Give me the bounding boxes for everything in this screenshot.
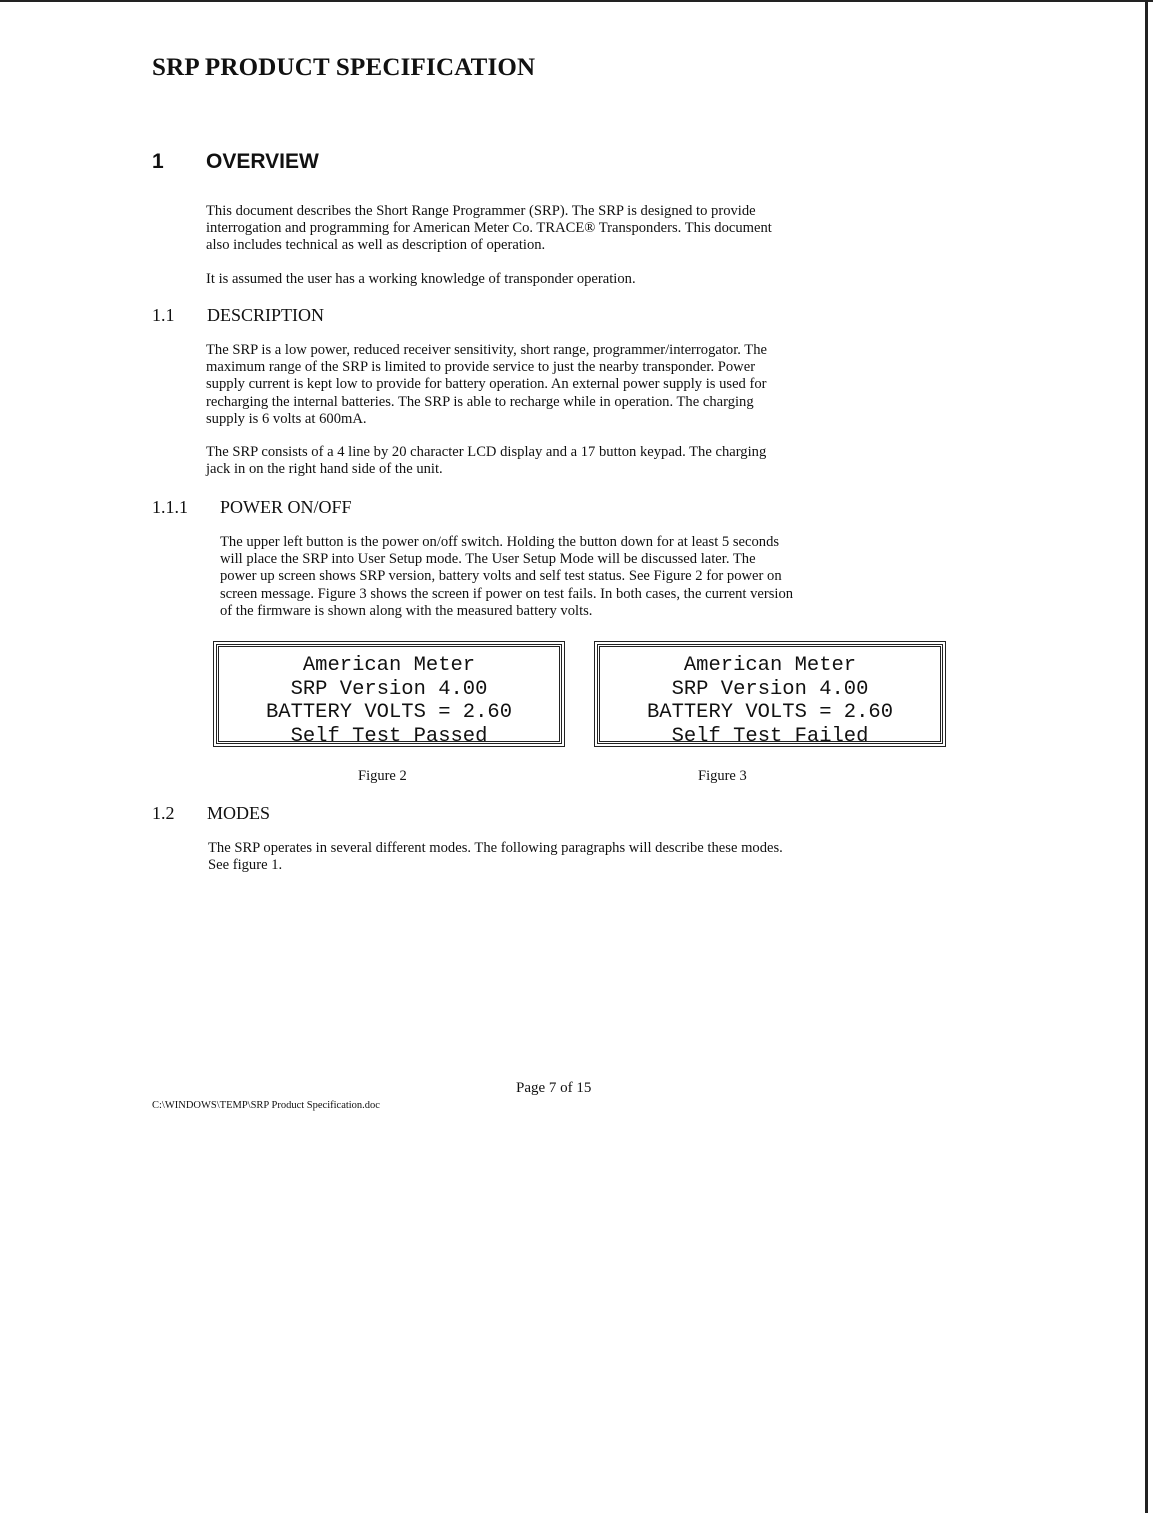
modes-paragraph (208, 840, 783, 874)
lcd-line: American Meter (683, 654, 857, 677)
text-line: jack in on the right hand side of the unit. (206, 461, 443, 478)
file-path: C:\WINDOWS\TEMP\SRP Product Specification.doc (152, 1100, 380, 1111)
text-line: of the firmware is shown along with the measured battery volts. (220, 602, 593, 619)
lcd-screen-figure-2 (216, 644, 562, 748)
text-line: maximum range of the SRP is limited to provide service to just the nearby transponder. Power (206, 359, 756, 376)
figure-2-caption: Figure 2 (358, 768, 407, 784)
document-title: SRP PRODUCT SPECIFICATION (152, 54, 536, 81)
text-line: supply is 6 volts at 600mA. (206, 410, 367, 427)
lcd-line: American Meter (302, 654, 476, 677)
text-line: supply current is kept low to provide for battery operation. An external power supply is used for (206, 376, 767, 393)
text-line: also includes technical as well as description of operation. (206, 237, 546, 254)
text-line: This document describes the Short Range Programmer (SRP). The SRP is designed to provide (206, 203, 756, 219)
description-paragraph-1 (206, 342, 767, 428)
lcd-line: BATTERY VOLTS = 2.60 (646, 701, 894, 724)
lcd-line: SRP Version 4.00 (671, 677, 869, 701)
section-title: OVERVIEW (206, 150, 319, 173)
text-line: interrogation and programming for American Meter Co. TRACE® Transponders. This document (206, 220, 772, 237)
text-line: The upper left button is the power on/off switch. Holding the button down for at least 5 seconds (220, 534, 780, 550)
page-number: Page 7 of 15 (516, 1080, 592, 1096)
text-line: See figure 1. (208, 857, 283, 874)
lcd-line: BATTERY VOLTS = 2.60 (265, 701, 513, 724)
text-line: It is assumed the user has a working knowledge of transponder operation. (206, 271, 636, 287)
lcd-line: SRP Version 4.00 (290, 677, 488, 701)
figure-3-caption: Figure 3 (698, 768, 747, 784)
section-title: DESCRIPTION (207, 305, 325, 325)
text-line: The SRP consists of a 4 line by 20 character LCD display and a 17 button keypad. The charging (206, 444, 767, 460)
power-paragraph (220, 534, 793, 620)
lcd-screen-figure-3 (597, 644, 943, 748)
overview-paragraph-1 (206, 203, 772, 255)
overview-paragraph-2 (206, 271, 636, 288)
lcd-line: Self Test Failed (671, 724, 869, 748)
text-line: The SRP is a low power, reduced receiver sensitivity, short range, programmer/interrogator. The (206, 342, 767, 358)
section-title: MODES (207, 803, 271, 823)
text-line: screen message. Figure 3 shows the screen if power on test fails. In both cases, the current version (220, 585, 794, 602)
text-line: The SRP operates in several different modes. The following paragraphs will describe these modes. (208, 840, 783, 856)
section-number: 1 (152, 150, 164, 173)
text-line: recharging the internal batteries. The SRP is able to recharge while in operation. The charging (206, 393, 754, 410)
section-title: POWER ON/OFF (220, 497, 352, 517)
top-border-line (0, 0, 1153, 2)
section-number: 1.1 (152, 305, 175, 325)
text-line: will place the SRP into User Setup mode. The User Setup Mode will be discussed later. The (220, 551, 756, 568)
right-border-line (1145, 0, 1148, 1513)
section-number: 1.2 (152, 803, 175, 823)
lcd-line: Self Test Passed (290, 724, 488, 748)
text-line: power up screen shows SRP version, battery volts and self test status. See Figure 2 for power on (220, 568, 782, 585)
section-number: 1.1.1 (152, 497, 188, 517)
description-paragraph-2 (206, 444, 766, 478)
